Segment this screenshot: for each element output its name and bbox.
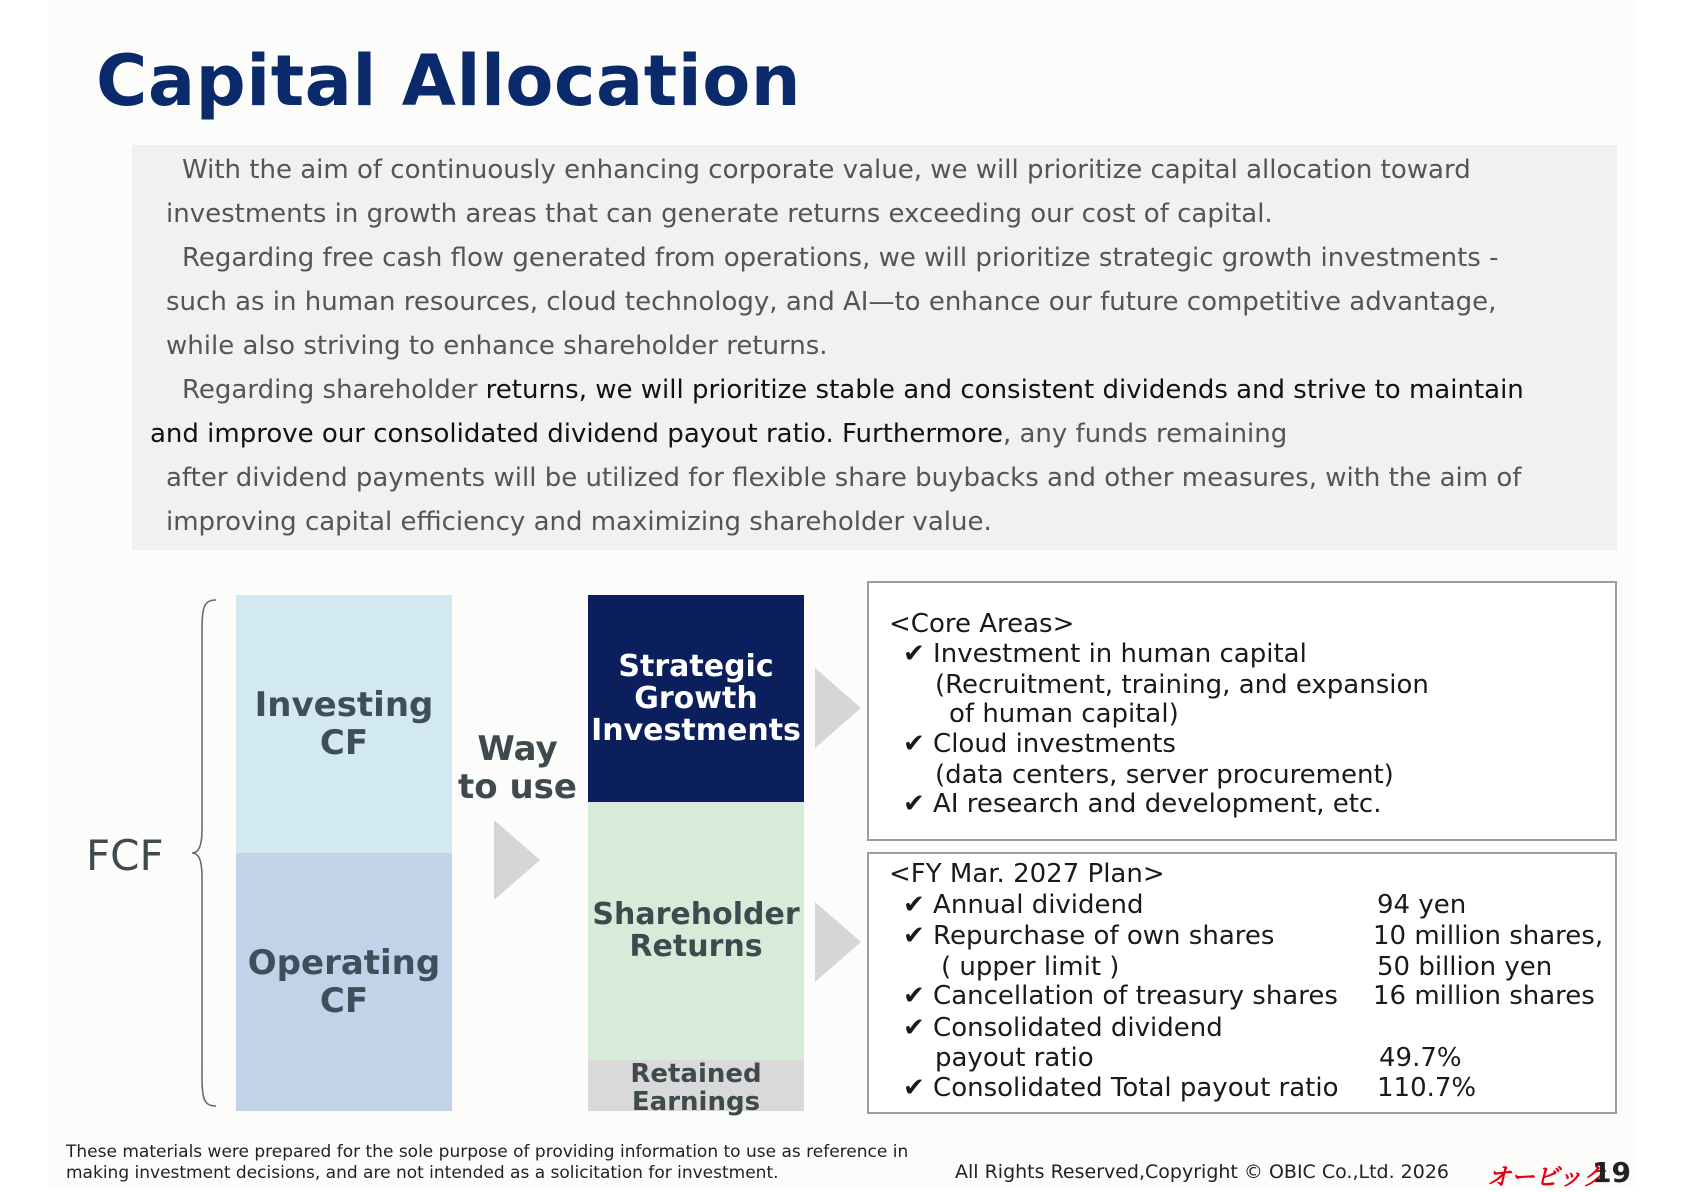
plan-label: ( upper limit )	[941, 952, 1120, 982]
plan-label: ✔ Consolidated Total payout ratio	[903, 1073, 1339, 1103]
plan-label: ✔ Annual dividend	[903, 890, 1144, 920]
block-label: Growth	[634, 680, 758, 716]
disclaimer-line: making investment decisions, and are not intended as a solicitation for investment.	[66, 1163, 779, 1183]
block-label: Retained	[630, 1059, 762, 1089]
fcf-label: FCF	[86, 831, 164, 880]
core-item: (Recruitment, training, and expansion	[935, 670, 1429, 700]
block-label: Strategic	[618, 648, 774, 684]
shareholder-returns-block	[588, 802, 804, 1060]
disclaimer-line: These materials were prepared for the sole purpose of providing information to use as reference in	[66, 1142, 909, 1162]
retained-earnings-block	[588, 1059, 804, 1117]
brace-icon	[190, 598, 220, 1108]
intro-line: improving capital efficiency and maximizing shareholder value.	[166, 507, 992, 537]
arrow-right-icon	[494, 820, 540, 900]
way-label: Way	[477, 729, 558, 769]
company-logo: オービック	[1487, 1163, 1607, 1191]
intro-line: after dividend payments will be utilized for flexible share buybacks and other measures, with the aim of	[166, 463, 1522, 493]
plan-value: 49.7%	[1379, 1043, 1462, 1073]
copyright: All Rights Reserved,Copyright © OBIC Co.,Ltd. 2026	[955, 1161, 1450, 1183]
way-to-use-label	[455, 730, 580, 806]
page-number: 19	[1592, 1156, 1631, 1189]
disclaimer	[66, 1142, 908, 1184]
way-label: to use	[458, 767, 577, 807]
core-heading: <Core Areas>	[889, 609, 1075, 639]
arrow-right-icon	[815, 902, 861, 982]
operating-cf-block	[236, 853, 452, 1111]
plan-label: ✔ Consolidated dividend	[903, 1013, 1223, 1043]
core-item: ✔ Investment in human capital	[903, 639, 1307, 669]
plan-value: 16 million shares	[1373, 981, 1595, 1011]
intro-line	[182, 368, 1524, 412]
plan-label: ✔ Cancellation of treasury shares	[903, 981, 1338, 1011]
core-item: ✔ Cloud investments	[903, 729, 1176, 759]
block-label: Investing	[254, 685, 434, 725]
strategic-growth-block	[588, 595, 804, 802]
page-title: Capital Allocation	[96, 40, 802, 122]
intro-text-emphasis: returns, we will prioritize stable and consistent dividends and strive to maintain	[485, 375, 1524, 405]
plan-value: 10 million shares,	[1373, 921, 1604, 951]
plan-value: 94 yen	[1377, 890, 1467, 920]
plan-value: 110.7%	[1377, 1073, 1477, 1103]
intro-text: Regarding shareholder	[182, 375, 486, 405]
intro-text: , any funds remaining	[1002, 419, 1288, 449]
block-label: Investments	[591, 712, 801, 748]
core-areas-box	[867, 581, 1617, 841]
arrow-right-icon	[815, 668, 861, 748]
core-item: ✔ AI research and development, etc.	[903, 789, 1382, 819]
plan-box	[867, 852, 1617, 1114]
intro-line: With the aim of continuously enhancing corporate value, we will prioritize capital allocation toward	[182, 155, 1471, 185]
intro-panel	[132, 145, 1617, 550]
investing-cf-block	[236, 595, 452, 853]
intro-text-emphasis: and improve our consolidated dividend payout ratio. Furthermore	[150, 419, 1003, 449]
plan-value: 50 billion yen	[1377, 952, 1553, 982]
plan-label: payout ratio	[935, 1043, 1094, 1073]
block-label: Returns	[629, 929, 763, 964]
intro-line: Regarding free cash flow generated from operations, we will prioritize strategic growth investments -	[182, 243, 1499, 273]
intro-line: investments in growth areas that can generate returns exceeding our cost of capital.	[166, 199, 1273, 229]
core-item: (data centers, server procurement)	[935, 760, 1394, 790]
block-label: Earnings	[631, 1087, 761, 1117]
block-label: Operating	[247, 943, 441, 983]
plan-label: ✔ Repurchase of own shares	[903, 921, 1275, 951]
intro-line: while also striving to enhance shareholder returns.	[166, 331, 828, 361]
core-item: of human capital)	[949, 699, 1179, 729]
intro-line	[150, 412, 1287, 456]
block-label: CF	[319, 981, 369, 1021]
intro-line: such as in human resources, cloud technology, and AI—to enhance our future competitive advantage,	[166, 287, 1497, 317]
block-label: CF	[319, 723, 369, 763]
plan-heading: <FY Mar. 2027 Plan>	[889, 859, 1165, 889]
block-label: Shareholder	[592, 897, 800, 932]
